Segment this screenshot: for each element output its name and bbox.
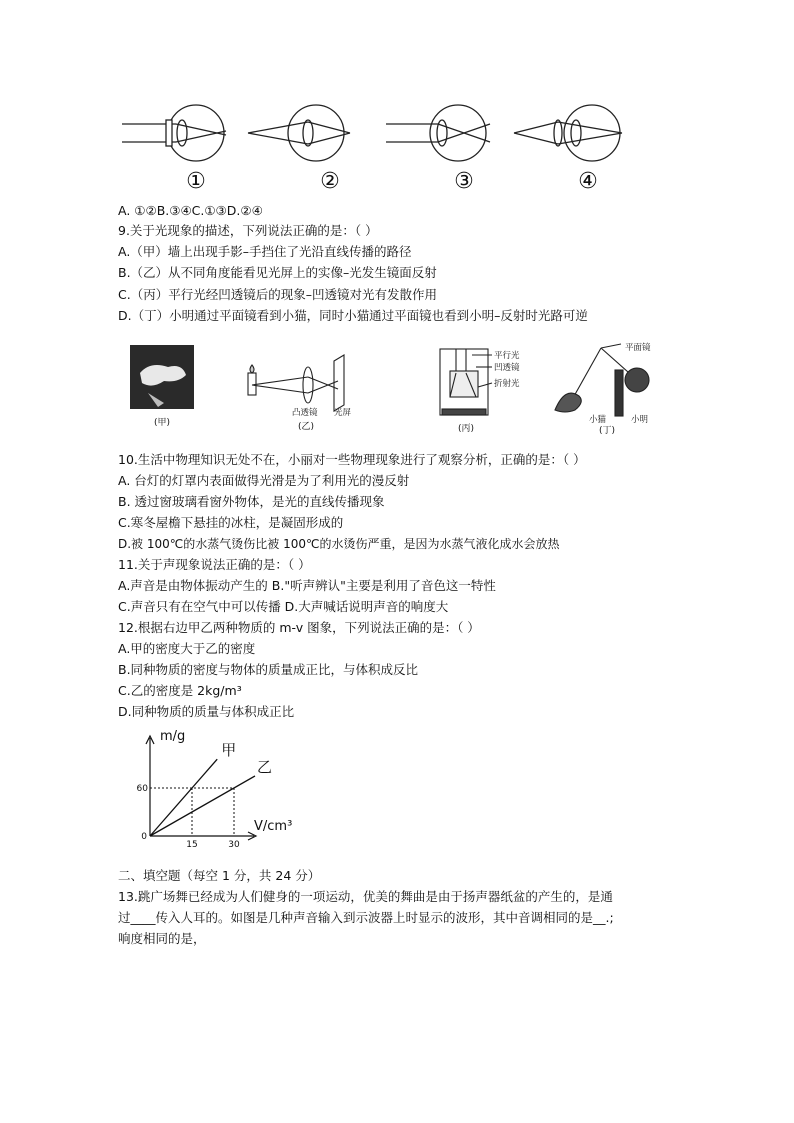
x-tick-30: 30 xyxy=(228,840,240,850)
x-axis-label: V/cm³ xyxy=(254,819,293,834)
fig-bing-concave-label: 凹透镜 xyxy=(494,363,520,373)
q12-option-d: D.同种物质的质量与体积成正比 xyxy=(118,704,295,719)
fig-yi-label: (乙) xyxy=(297,422,315,432)
q10-option-d: D.被 100℃的水蒸气烫伤比被 100℃的水烫伤严重，是因为水蒸气液化成水会放热 xyxy=(118,537,560,551)
fig-bing-parallel-label: 平行光 xyxy=(494,351,520,361)
y-axis-label: m/g xyxy=(160,729,186,744)
eye-figure-2 xyxy=(248,105,350,161)
q12-option-b: B.同种物质的密度与物体的质量成正比，与体积成反比 xyxy=(118,662,419,677)
q10-stem: 10.生活中物理知识无处不在，小丽对一些物理现象进行了观察分析，正确的是：（ ） xyxy=(118,452,586,467)
q9-option-b: B.（乙）从不同角度能看见光屏上的实像–光发生镜面反射 xyxy=(118,265,437,280)
fig-ding-ming-label: 小明 xyxy=(631,415,649,425)
y-tick-60: 60 xyxy=(136,784,148,794)
q11-options-cd: C.声音只有在空气中可以传播 D.大声喊话说明声音的响度大 xyxy=(118,599,449,614)
fig-bing-label: (丙) xyxy=(457,424,475,434)
q12-stem: 12.根据右边甲乙两种物质的 m-v 图象，下列说法正确的是：（ ） xyxy=(118,620,480,635)
eye-label-1: ① xyxy=(186,169,206,194)
series-label-yi: 乙 xyxy=(257,758,273,776)
q8-options: A. ①②B.③④C.①③D.②④ xyxy=(118,203,263,218)
series-line-jia xyxy=(150,759,217,836)
q9-stem: 9.关于光现象的描述，下列说法正确的是：（ ） xyxy=(118,223,378,238)
q10-option-b: B. 透过窗玻璃看窗外物体，是光的直线传播现象 xyxy=(118,494,385,509)
q10-option-a: A. 台灯的灯罩内表面做得光滑是为了利用光的漫反射 xyxy=(118,473,410,488)
fig-ding-mirror-label: 平面镜 xyxy=(625,343,651,353)
fig-ding-cat-label: 小猫 xyxy=(589,415,607,425)
series-label-jia: 甲 xyxy=(221,741,237,760)
eye-label-2: ② xyxy=(320,169,340,194)
fig-ding-label: (丁) xyxy=(598,426,616,436)
eye-label-4: ④ xyxy=(578,169,598,194)
q9-option-c: C.（丙）平行光经凹透镜后的现象–凹透镜对光有发散作用 xyxy=(118,287,437,302)
q13-line3: 响度相同的是， xyxy=(118,931,206,946)
figure-jia-hand-shadow xyxy=(128,343,198,433)
eye-figure-4 xyxy=(514,105,622,161)
q12-option-c: C.乙的密度是 2kg/m³ xyxy=(118,683,242,698)
q11-stem: 11.关于声现象说法正确的是：（ ） xyxy=(118,557,311,572)
eye-diagrams xyxy=(118,96,638,196)
origin-label: 0 xyxy=(141,832,147,842)
figure-ding-plane-mirror xyxy=(545,340,675,436)
fig-yi-screen-label: 光屏 xyxy=(334,408,352,418)
series-line-yi xyxy=(150,776,255,836)
q9-option-a: A.（甲）墙上出现手影–手挡住了光沿直线传播的路径 xyxy=(118,244,412,259)
q13-line2: 过____传入人耳的。如图是几种声音输入到示波器上时显示的波形，其中音调相同的是__.; xyxy=(118,910,614,925)
figure-yi-lens-screen xyxy=(234,343,368,433)
section2-title: 二、填空题（每空 1 分，共 24 分） xyxy=(118,868,321,883)
x-tick-15: 15 xyxy=(186,840,198,850)
eye-figure-1 xyxy=(122,105,226,161)
figure-bing-concave-lens xyxy=(436,343,546,435)
fig-bing-refract-label: 折射光 xyxy=(494,379,520,389)
q10-option-c: C.寒冬屋檐下悬挂的冰柱，是凝固形成的 xyxy=(118,515,344,530)
q13-line1: 13.跳广场舞已经成为人们健身的一项运动，优美的舞曲是由于扬声器纸盆的产生的，是通 xyxy=(118,889,613,904)
fig-jia-label: (甲) xyxy=(153,418,171,428)
eye-figure-3 xyxy=(386,105,490,161)
fig-yi-lens-label: 凸透镜 xyxy=(292,408,318,418)
eye-label-3: ③ xyxy=(454,169,474,194)
q9-option-d: D.（丁）小明通过平面镜看到小猫，同时小猫通过平面镜也看到小明–反射时光路可逆 xyxy=(118,308,588,323)
q12-option-a: A.甲的密度大于乙的密度 xyxy=(118,641,256,656)
q11-options-ab: A.声音是由物体振动产生的 B."听声辨认"主要是利用了音色这一特性 xyxy=(118,578,496,593)
mv-graph xyxy=(136,726,316,850)
